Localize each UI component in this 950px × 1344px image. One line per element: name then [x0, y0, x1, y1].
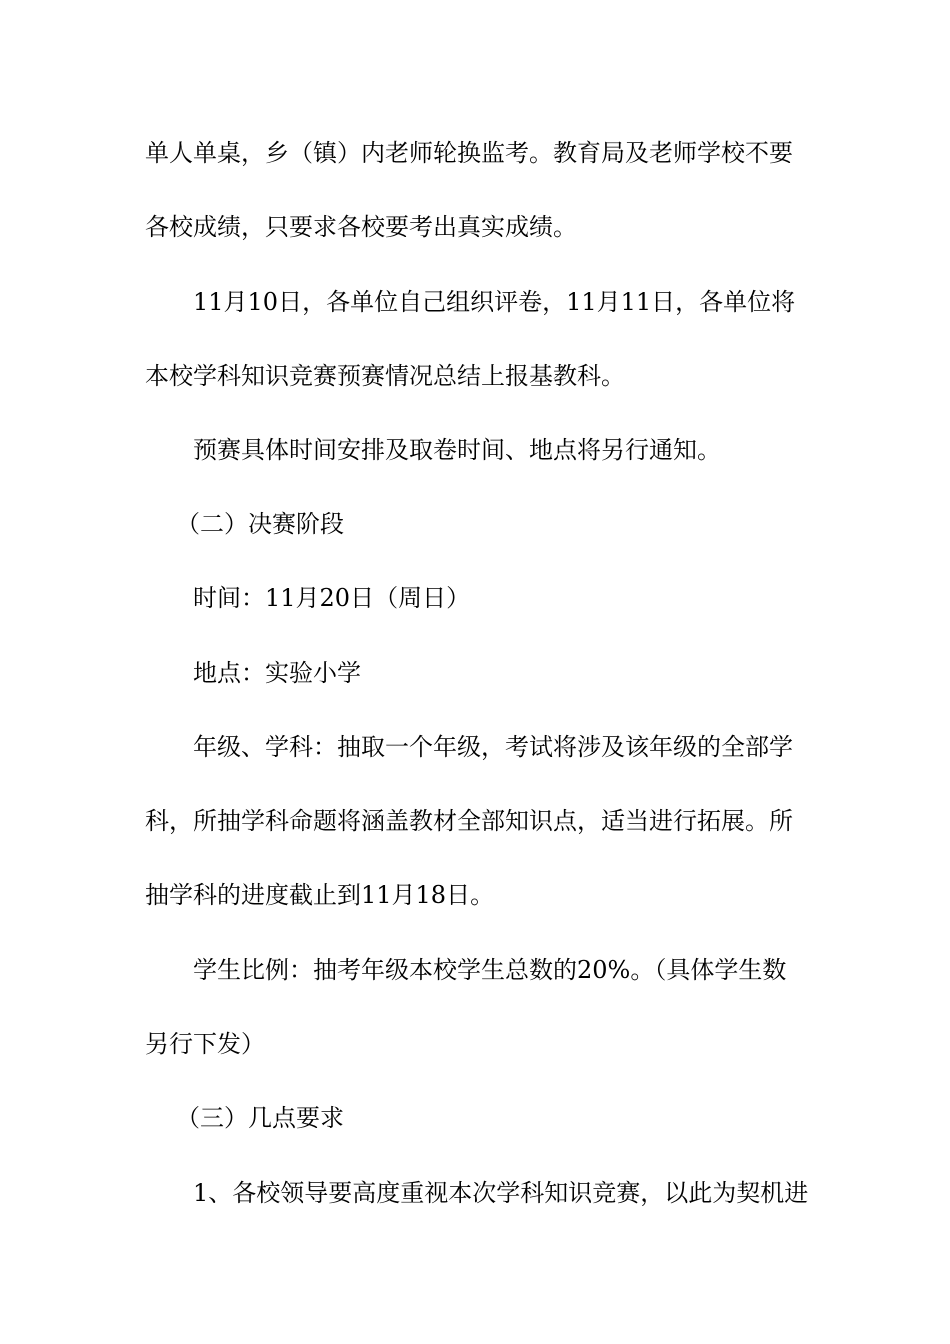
paragraph-line-2: 各校成绩，只要求各校要考出真实成绩。 [145, 213, 577, 241]
paragraph-line-location: 地点：实验小学 [193, 659, 361, 687]
section-heading-final-stage: （二）决赛阶段 [176, 510, 344, 538]
paragraph-line-3: 11月10日，各单位自己组织评卷，11月11日，各单位将 [193, 288, 796, 316]
paragraph-line-4: 本校学科知识竞赛预赛情况总结上报基教科。 [145, 362, 625, 390]
paragraph-line-15: 1、各校领导要高度重视本次学科知识竞赛，以此为契机进 [193, 1179, 809, 1207]
paragraph-line-13: 另行下发） [145, 1030, 265, 1058]
paragraph-line-student-ratio: 学生比例：抽考年级本校学生总数的20%。（具体学生数 [193, 956, 787, 984]
paragraph-line-10: 科，所抽学科命题将涵盖教材全部知识点，适当进行拓展。所 [145, 807, 793, 835]
paragraph-line-1: 单人单桌，乡（镇）内老师轮换监考。教育局及老师学校不要 [145, 139, 793, 167]
section-heading-requirements: （三）几点要求 [176, 1104, 344, 1132]
paragraph-line-time: 时间：11月20日（周日） [193, 584, 471, 612]
paragraph-line-grade-subject: 年级、学科：抽取一个年级，考试将涉及该年级的全部学 [193, 733, 793, 761]
paragraph-line-5: 预赛具体时间安排及取卷时间、地点将另行通知。 [193, 436, 721, 464]
paragraph-line-11: 抽学科的进度截止到11月18日。 [145, 881, 495, 909]
